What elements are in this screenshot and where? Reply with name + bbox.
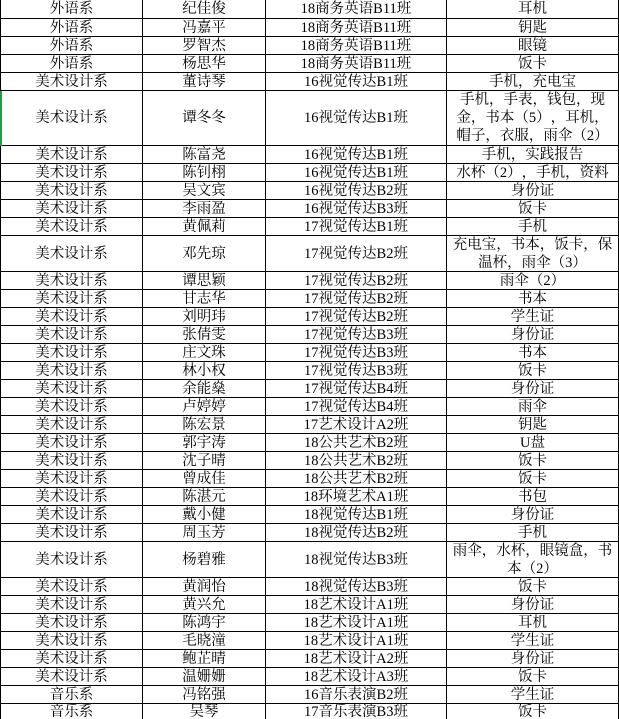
name-cell[interactable]: 卢婷婷 <box>143 398 266 415</box>
items-cell[interactable]: 饭卡 <box>447 452 619 469</box>
name-cell[interactable]: 冯铭强 <box>143 686 266 703</box>
department-cell[interactable]: 美术设计系 <box>0 290 143 307</box>
class-cell[interactable]: 18商务英语B11班 <box>266 55 447 72</box>
items-cell[interactable]: 手机 <box>447 218 619 235</box>
department-cell[interactable]: 美术设计系 <box>0 272 143 289</box>
items-cell[interactable]: 饭卡 <box>447 704 619 719</box>
items-cell[interactable]: U盘 <box>447 434 619 451</box>
items-cell[interactable]: 身份证 <box>447 380 619 397</box>
items-cell[interactable]: 耳机 <box>447 0 619 18</box>
department-cell[interactable]: 美术设计系 <box>0 470 143 487</box>
items-cell[interactable]: 饭卡 <box>447 578 619 595</box>
department-cell[interactable]: 美术设计系 <box>0 668 143 685</box>
class-cell[interactable]: 18公共艺术B2班 <box>266 470 447 487</box>
department-cell[interactable]: 美术设计系 <box>0 614 143 631</box>
class-cell[interactable]: 16视觉传达B1班 <box>266 164 447 181</box>
items-cell[interactable]: 雨伞 <box>447 398 619 415</box>
class-cell[interactable]: 18视觉传达B3班 <box>266 578 447 595</box>
items-cell[interactable]: 饭卡 <box>447 362 619 379</box>
department-cell[interactable]: 美术设计系 <box>0 542 143 577</box>
name-cell[interactable]: 冯嘉平 <box>143 19 266 36</box>
department-cell[interactable]: 音乐系 <box>0 686 143 703</box>
class-cell[interactable]: 16视觉传达B1班 <box>266 91 447 145</box>
class-cell[interactable]: 18艺术设计A1班 <box>266 614 447 631</box>
table-row <box>0 632 619 650</box>
class-cell[interactable]: 18艺术设计A2班 <box>266 650 447 667</box>
class-cell[interactable]: 16视觉传达B1班 <box>266 73 447 90</box>
class-cell[interactable]: 17视觉传达B2班 <box>266 308 447 325</box>
items-cell[interactable]: 学生证 <box>447 686 619 703</box>
department-cell[interactable]: 美术设计系 <box>0 488 143 505</box>
table-row <box>0 704 619 719</box>
department-cell[interactable]: 美术设计系 <box>0 73 143 90</box>
table-row <box>0 434 619 452</box>
items-cell[interactable]: 充电宝，书本，饭卡，保温杯，雨伞（3） <box>447 236 619 271</box>
class-cell[interactable]: 16视觉传达B3班 <box>266 200 447 217</box>
department-cell[interactable]: 美术设计系 <box>0 182 143 199</box>
table-row <box>0 596 619 614</box>
name-cell[interactable]: 陈宏景 <box>143 416 266 433</box>
table-row <box>0 542 619 578</box>
name-cell[interactable]: 吴文宾 <box>143 182 266 199</box>
items-cell[interactable]: 书本 <box>447 290 619 307</box>
department-cell[interactable]: 美术设计系 <box>0 218 143 235</box>
department-cell[interactable]: 外语系 <box>0 19 143 36</box>
name-cell[interactable]: 庄文珠 <box>143 344 266 361</box>
department-cell[interactable]: 美术设计系 <box>0 416 143 433</box>
items-cell[interactable]: 饭卡 <box>447 200 619 217</box>
table-row <box>0 686 619 704</box>
department-cell[interactable]: 美术设计系 <box>0 146 143 163</box>
name-cell[interactable]: 温姗姗 <box>143 668 266 685</box>
class-cell[interactable]: 17视觉传达B2班 <box>266 290 447 307</box>
table-row <box>0 326 619 344</box>
items-cell[interactable]: 身份证 <box>447 596 619 613</box>
department-cell[interactable]: 美术设计系 <box>0 91 143 145</box>
name-cell[interactable]: 鲍芷晴 <box>143 650 266 667</box>
items-cell[interactable]: 身份证 <box>447 182 619 199</box>
items-cell[interactable]: 眼镜 <box>447 37 619 54</box>
class-cell[interactable]: 17视觉传达B4班 <box>266 398 447 415</box>
table-row <box>0 308 619 326</box>
items-cell[interactable]: 水杯（2），手机，资料 <box>447 164 619 181</box>
table-row <box>0 19 619 37</box>
class-cell[interactable]: 17视觉传达B3班 <box>266 362 447 379</box>
class-cell[interactable]: 16视觉传达B1班 <box>266 146 447 163</box>
department-cell[interactable]: 外语系 <box>0 0 143 18</box>
table-row <box>0 488 619 506</box>
table-row <box>0 236 619 272</box>
name-cell[interactable]: 邓先琼 <box>143 236 266 271</box>
department-cell[interactable]: 美术设计系 <box>0 506 143 523</box>
name-cell[interactable]: 黄润怡 <box>143 578 266 595</box>
name-cell[interactable]: 谭冬冬 <box>143 91 266 145</box>
table-row <box>0 506 619 524</box>
name-cell[interactable]: 林小权 <box>143 362 266 379</box>
name-cell[interactable]: 陈鸿宇 <box>143 614 266 631</box>
table-row <box>0 362 619 380</box>
class-cell[interactable]: 18艺术设计A3班 <box>266 668 447 685</box>
class-cell[interactable]: 17视觉传达B1班 <box>266 218 447 235</box>
items-cell[interactable]: 饭卡 <box>447 668 619 685</box>
items-cell[interactable]: 雨伞，水杯，眼镜盒，书本（2） <box>447 542 619 577</box>
class-cell[interactable]: 18商务英语B11班 <box>266 19 447 36</box>
items-cell[interactable]: 手机 <box>447 524 619 541</box>
class-cell[interactable]: 18环境艺术A1班 <box>266 488 447 505</box>
name-cell[interactable]: 陈富尧 <box>143 146 266 163</box>
class-cell[interactable]: 17艺术设计A2班 <box>266 416 447 433</box>
table-row <box>0 614 619 632</box>
table-row <box>0 470 619 488</box>
table-row <box>0 290 619 308</box>
items-cell[interactable]: 身份证 <box>447 326 619 343</box>
name-cell[interactable]: 甘志华 <box>143 290 266 307</box>
name-cell[interactable]: 黄兴允 <box>143 596 266 613</box>
table-row <box>0 164 619 182</box>
name-cell[interactable]: 纪佳俊 <box>143 0 266 18</box>
items-cell[interactable]: 手机，实践报告 <box>447 146 619 163</box>
department-cell[interactable]: 美术设计系 <box>0 578 143 595</box>
selection-border <box>0 91 2 146</box>
items-cell[interactable]: 钥匙 <box>447 19 619 36</box>
class-cell[interactable]: 18视觉传达B3班 <box>266 542 447 577</box>
department-cell[interactable]: 美术设计系 <box>0 362 143 379</box>
name-cell[interactable]: 董诗琴 <box>143 73 266 90</box>
name-cell[interactable]: 陈钊栩 <box>143 164 266 181</box>
table-row <box>0 91 619 146</box>
name-cell[interactable]: 吴琴 <box>143 704 266 719</box>
name-cell[interactable]: 余能燊 <box>143 380 266 397</box>
class-cell[interactable]: 18艺术设计A1班 <box>266 596 447 613</box>
table-row <box>0 650 619 668</box>
name-cell[interactable]: 黄佩莉 <box>143 218 266 235</box>
class-cell[interactable]: 18艺术设计A1班 <box>266 632 447 649</box>
items-cell[interactable]: 钥匙 <box>447 416 619 433</box>
name-cell[interactable]: 陈湛元 <box>143 488 266 505</box>
name-cell[interactable]: 罗智杰 <box>143 37 266 54</box>
department-cell[interactable]: 美术设计系 <box>0 380 143 397</box>
department-cell[interactable]: 美术设计系 <box>0 398 143 415</box>
class-cell[interactable]: 18商务英语B11班 <box>266 37 447 54</box>
department-cell[interactable]: 美术设计系 <box>0 200 143 217</box>
name-cell[interactable]: 杨思华 <box>143 55 266 72</box>
table-row <box>0 344 619 362</box>
table-row <box>0 182 619 200</box>
table-row <box>0 55 619 73</box>
table-row <box>0 73 619 91</box>
items-cell[interactable]: 身份证 <box>447 650 619 667</box>
table-row <box>0 380 619 398</box>
items-cell[interactable]: 饭卡 <box>447 55 619 72</box>
class-cell[interactable]: 16音乐表演B2班 <box>266 686 447 703</box>
table-row <box>0 668 619 686</box>
class-cell[interactable]: 18公共艺术B2班 <box>266 452 447 469</box>
department-cell[interactable]: 外语系 <box>0 55 143 72</box>
table-row <box>0 37 619 55</box>
department-cell[interactable]: 美术设计系 <box>0 308 143 325</box>
department-cell[interactable]: 美术设计系 <box>0 434 143 451</box>
class-cell[interactable]: 17视觉传达B3班 <box>266 326 447 343</box>
class-cell[interactable]: 18商务英语B11班 <box>266 0 447 18</box>
items-cell[interactable]: 雨伞（2） <box>447 272 619 289</box>
name-cell[interactable]: 郭宇涛 <box>143 434 266 451</box>
table-row <box>0 272 619 290</box>
name-cell[interactable]: 谭思颖 <box>143 272 266 289</box>
table-row <box>0 398 619 416</box>
department-cell[interactable]: 外语系 <box>0 37 143 54</box>
name-cell[interactable]: 李雨盈 <box>143 200 266 217</box>
items-cell[interactable]: 书包 <box>447 488 619 505</box>
name-cell[interactable]: 周玉芳 <box>143 524 266 541</box>
department-cell[interactable]: 美术设计系 <box>0 632 143 649</box>
department-cell[interactable]: 美术设计系 <box>0 236 143 271</box>
department-cell[interactable]: 美术设计系 <box>0 326 143 343</box>
items-cell[interactable]: 学生证 <box>447 632 619 649</box>
department-cell[interactable]: 美术设计系 <box>0 164 143 181</box>
items-cell[interactable]: 手机，充电宝 <box>447 73 619 90</box>
name-cell[interactable]: 曾成佳 <box>143 470 266 487</box>
table-row <box>0 452 619 470</box>
items-cell[interactable]: 学生证 <box>447 308 619 325</box>
name-cell[interactable]: 戴小健 <box>143 506 266 523</box>
items-cell[interactable]: 耳机 <box>447 614 619 631</box>
name-cell[interactable]: 刘明玮 <box>143 308 266 325</box>
class-cell[interactable]: 18视觉传达B1班 <box>266 506 447 523</box>
name-cell[interactable]: 毛晓潼 <box>143 632 266 649</box>
table-row <box>0 146 619 164</box>
table-row <box>0 578 619 596</box>
items-cell[interactable]: 手机，手表，钱包，现金，书本（5），耳机，帽子，衣服，雨伞（2） <box>447 91 619 145</box>
department-cell[interactable]: 美术设计系 <box>0 524 143 541</box>
table-row <box>0 200 619 218</box>
department-cell[interactable]: 美术设计系 <box>0 452 143 469</box>
items-cell[interactable]: 身份证 <box>447 506 619 523</box>
department-cell[interactable]: 美术设计系 <box>0 344 143 361</box>
class-cell[interactable]: 17视觉传达B2班 <box>266 236 447 271</box>
items-cell[interactable]: 书本 <box>447 344 619 361</box>
class-cell[interactable]: 16视觉传达B2班 <box>266 182 447 199</box>
table-row <box>0 0 619 19</box>
class-cell[interactable]: 18公共艺术B2班 <box>266 434 447 451</box>
items-cell[interactable]: 饭卡 <box>447 470 619 487</box>
name-cell[interactable]: 杨碧雅 <box>143 542 266 577</box>
class-cell[interactable]: 17音乐表演B3班 <box>266 704 447 719</box>
class-cell[interactable]: 17视觉传达B2班 <box>266 272 447 289</box>
class-cell[interactable]: 17视觉传达B3班 <box>266 344 447 361</box>
department-cell[interactable]: 音乐系 <box>0 704 143 719</box>
class-cell[interactable]: 17视觉传达B4班 <box>266 380 447 397</box>
name-cell[interactable]: 张倩雯 <box>143 326 266 343</box>
table-row <box>0 218 619 236</box>
class-cell[interactable]: 18视觉传达B2班 <box>266 524 447 541</box>
department-cell[interactable]: 美术设计系 <box>0 650 143 667</box>
department-cell[interactable]: 美术设计系 <box>0 596 143 613</box>
table-row <box>0 416 619 434</box>
name-cell[interactable]: 沈子晴 <box>143 452 266 469</box>
table-row <box>0 524 619 542</box>
